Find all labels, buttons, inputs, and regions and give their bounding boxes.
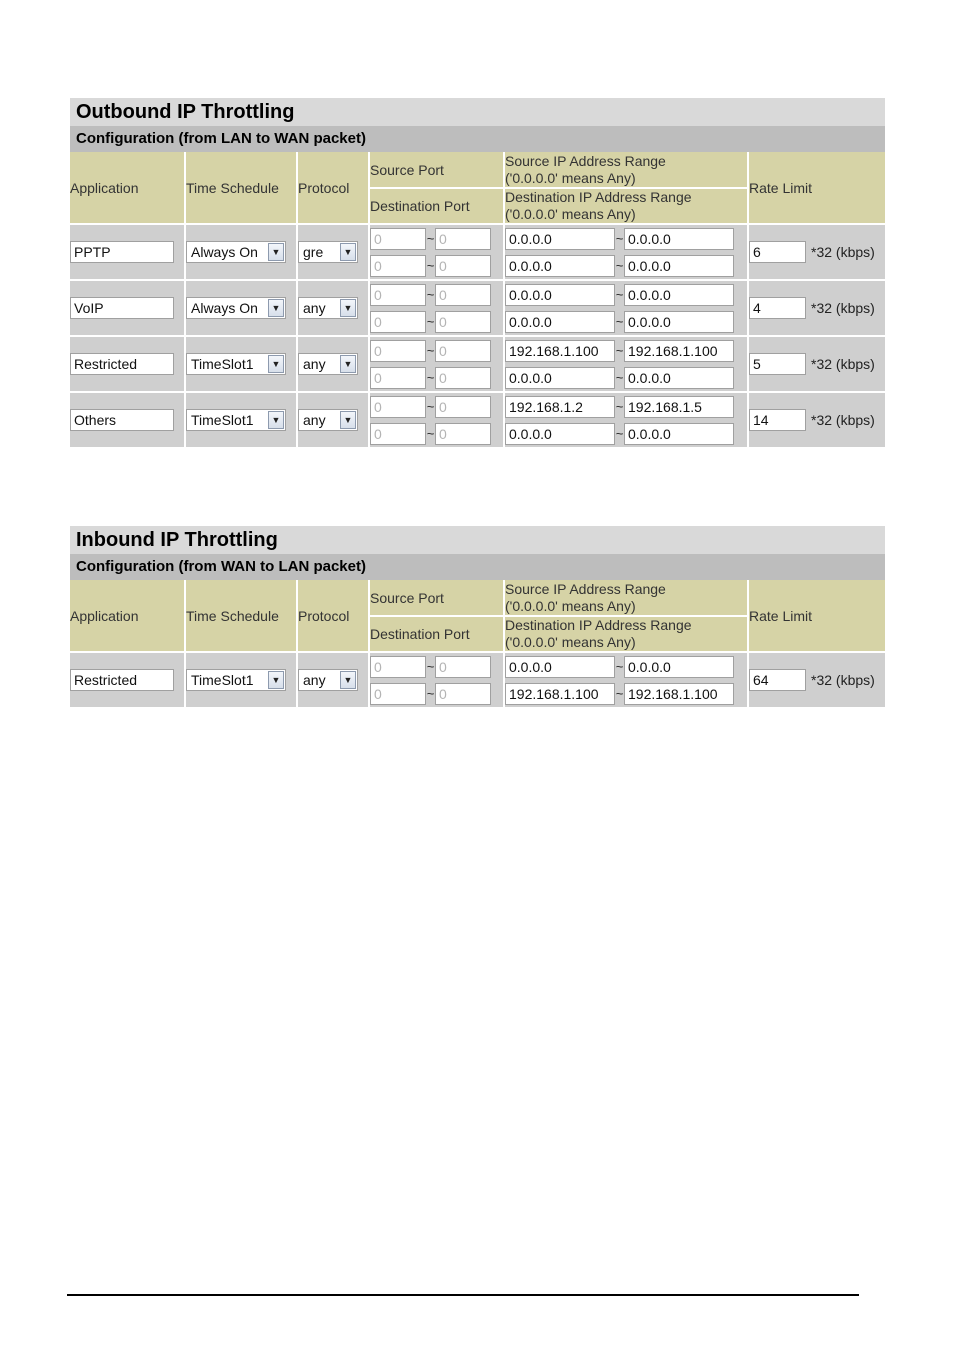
protocol-select-value: any bbox=[303, 356, 326, 372]
source-ip-to-input[interactable]: 0.0.0.0 bbox=[624, 284, 734, 306]
chevron-down-icon[interactable]: ▼ bbox=[340, 243, 356, 261]
header-protocol: Protocol bbox=[297, 152, 369, 224]
range-pair bbox=[505, 420, 747, 447]
rate-limit-group bbox=[749, 669, 885, 691]
schedule-cell bbox=[185, 224, 297, 280]
page-footer-rule bbox=[67, 1294, 859, 1296]
source-port-to-input[interactable]: 0 bbox=[435, 284, 491, 306]
header-source-ip-range bbox=[504, 580, 748, 616]
header-source-ip-label: Source IP Address Range bbox=[505, 152, 666, 169]
range-separator: ~ bbox=[426, 399, 435, 414]
range-pair bbox=[370, 680, 503, 707]
source-ip-from-input[interactable]: 192.168.1.2 bbox=[505, 396, 615, 418]
range-separator: ~ bbox=[426, 314, 435, 329]
range-separator: ~ bbox=[426, 343, 435, 358]
application-cell bbox=[70, 336, 185, 392]
chevron-down-icon[interactable]: ▼ bbox=[268, 243, 284, 261]
protocol-select-value: any bbox=[303, 672, 326, 688]
range-pair bbox=[370, 281, 503, 308]
chevron-down-icon[interactable]: ▼ bbox=[268, 355, 284, 373]
range-separator: ~ bbox=[615, 314, 624, 329]
range-separator: ~ bbox=[615, 659, 624, 674]
destination-port-to-input[interactable]: 0 bbox=[435, 367, 491, 389]
destination-port-from-input[interactable]: 0 bbox=[370, 255, 426, 277]
range-pair bbox=[370, 653, 503, 680]
destination-ip-from-input[interactable]: 192.168.1.100 bbox=[505, 683, 615, 705]
header-application: Application bbox=[70, 580, 185, 652]
table-row bbox=[70, 280, 885, 336]
source-port-to-input[interactable]: 0 bbox=[435, 228, 491, 250]
table-row bbox=[70, 652, 885, 708]
source-port-to-input[interactable]: 0 bbox=[435, 656, 491, 678]
table-row bbox=[70, 392, 885, 448]
inbound-title: Inbound IP Throttling bbox=[70, 526, 885, 554]
chevron-down-icon[interactable]: ▼ bbox=[268, 671, 284, 689]
rate-limit-group bbox=[749, 409, 885, 431]
destination-port-to-input[interactable]: 0 bbox=[435, 683, 491, 705]
range-separator: ~ bbox=[615, 370, 624, 385]
ip-range-cell bbox=[504, 280, 748, 336]
port-cell bbox=[369, 224, 504, 280]
header-time-schedule: Time Schedule bbox=[185, 580, 297, 652]
protocol-cell bbox=[297, 280, 369, 336]
table-row bbox=[70, 336, 885, 392]
destination-ip-from-input[interactable]: 0.0.0.0 bbox=[505, 255, 615, 277]
schedule-cell bbox=[185, 336, 297, 392]
range-pair bbox=[505, 281, 747, 308]
range-pair bbox=[370, 252, 503, 279]
time-schedule-select-value: TimeSlot1 bbox=[191, 356, 254, 372]
time-schedule-select-value: TimeSlot1 bbox=[191, 672, 254, 688]
header-destination-ip-range bbox=[504, 188, 748, 224]
destination-port-from-input[interactable]: 0 bbox=[370, 311, 426, 333]
header-source-ip-label: Source IP Address Range bbox=[505, 580, 666, 597]
header-destination-ip-note: ('0.0.0.0' means Any) bbox=[505, 634, 636, 650]
chevron-down-icon[interactable]: ▼ bbox=[340, 299, 356, 317]
time-schedule-select[interactable] bbox=[186, 241, 286, 263]
destination-port-to-input[interactable]: 0 bbox=[435, 423, 491, 445]
destination-ip-to-input[interactable]: 0.0.0.0 bbox=[624, 255, 734, 277]
range-pair bbox=[370, 337, 503, 364]
source-ip-from-input[interactable]: 0.0.0.0 bbox=[505, 228, 615, 250]
time-schedule-select[interactable] bbox=[186, 669, 286, 691]
outbound-panel bbox=[70, 98, 885, 449]
rate-limit-group bbox=[749, 353, 885, 375]
schedule-cell bbox=[185, 652, 297, 708]
chevron-down-icon[interactable]: ▼ bbox=[268, 411, 284, 429]
source-port-from-input[interactable]: 0 bbox=[370, 340, 426, 362]
range-separator: ~ bbox=[426, 426, 435, 441]
range-separator: ~ bbox=[426, 287, 435, 302]
rate-unit-label: *32 (kbps) bbox=[811, 672, 875, 688]
destination-ip-to-input[interactable]: 0.0.0.0 bbox=[624, 367, 734, 389]
header-destination-ip-label: Destination IP Address Range bbox=[505, 617, 692, 633]
header-time-schedule: Time Schedule bbox=[185, 152, 297, 224]
range-pair bbox=[370, 308, 503, 335]
time-schedule-select[interactable] bbox=[186, 353, 286, 375]
header-protocol: Protocol bbox=[297, 580, 369, 652]
rate-unit-label: *32 (kbps) bbox=[811, 244, 875, 260]
destination-port-from-input[interactable]: 0 bbox=[370, 683, 426, 705]
time-schedule-select[interactable] bbox=[186, 297, 286, 319]
protocol-cell bbox=[297, 224, 369, 280]
range-separator: ~ bbox=[615, 343, 624, 358]
range-separator: ~ bbox=[426, 370, 435, 385]
time-schedule-select-value: Always On bbox=[191, 244, 258, 260]
range-separator: ~ bbox=[615, 399, 624, 414]
range-separator: ~ bbox=[615, 426, 624, 441]
destination-port-from-input[interactable]: 0 bbox=[370, 423, 426, 445]
range-pair bbox=[505, 653, 747, 680]
application-name-input[interactable]: Others bbox=[70, 409, 174, 431]
source-ip-from-input[interactable]: 0.0.0.0 bbox=[505, 284, 615, 306]
rate-unit-label: *32 (kbps) bbox=[811, 412, 875, 428]
application-name-input[interactable]: Restricted bbox=[70, 669, 174, 691]
protocol-cell bbox=[297, 652, 369, 708]
protocol-select-value: gre bbox=[303, 244, 324, 260]
rate-cell bbox=[748, 336, 885, 392]
inbound-subtitle: Configuration (from WAN to LAN packet) bbox=[70, 554, 885, 580]
range-separator: ~ bbox=[615, 231, 624, 246]
header-destination-ip-note: ('0.0.0.0' means Any) bbox=[505, 206, 636, 222]
rate-limit-input[interactable]: 64 bbox=[749, 669, 806, 691]
rate-limit-input[interactable]: 5 bbox=[749, 353, 806, 375]
header-source-port: Source Port bbox=[369, 152, 504, 188]
outbound-table bbox=[70, 152, 885, 449]
destination-ip-from-input[interactable]: 0.0.0.0 bbox=[505, 367, 615, 389]
header-destination-port: Destination Port bbox=[369, 616, 504, 652]
range-pair bbox=[505, 393, 747, 420]
range-separator: ~ bbox=[615, 686, 624, 701]
application-name-input[interactable]: Restricted bbox=[70, 353, 174, 375]
destination-port-to-input[interactable]: 0 bbox=[435, 255, 491, 277]
range-pair bbox=[505, 252, 747, 279]
schedule-cell bbox=[185, 280, 297, 336]
chevron-down-icon[interactable]: ▼ bbox=[340, 411, 356, 429]
schedule-cell bbox=[185, 392, 297, 448]
protocol-select-value: any bbox=[303, 300, 326, 316]
chevron-down-icon[interactable]: ▼ bbox=[340, 355, 356, 373]
chevron-down-icon[interactable]: ▼ bbox=[340, 671, 356, 689]
header-rate-limit: Rate Limit bbox=[748, 152, 885, 224]
application-cell bbox=[70, 224, 185, 280]
range-pair bbox=[505, 225, 747, 252]
protocol-select[interactable] bbox=[298, 241, 358, 263]
inbound-table bbox=[70, 580, 885, 709]
source-ip-from-input[interactable]: 192.168.1.100 bbox=[505, 340, 615, 362]
range-separator: ~ bbox=[615, 258, 624, 273]
time-schedule-select[interactable] bbox=[186, 409, 286, 431]
application-name-input[interactable]: PPTP bbox=[70, 241, 174, 263]
range-pair bbox=[505, 364, 747, 391]
source-port-from-input[interactable]: 0 bbox=[370, 656, 426, 678]
protocol-select[interactable] bbox=[298, 669, 358, 691]
chevron-down-icon[interactable]: ▼ bbox=[268, 299, 284, 317]
rate-limit-group bbox=[749, 241, 885, 263]
range-separator: ~ bbox=[426, 659, 435, 674]
header-destination-ip-range bbox=[504, 616, 748, 652]
inbound-panel bbox=[70, 526, 885, 709]
time-schedule-select-value: Always On bbox=[191, 300, 258, 316]
header-source-ip-note: ('0.0.0.0' means Any) bbox=[505, 169, 636, 186]
source-port-to-input[interactable]: 0 bbox=[435, 396, 491, 418]
port-cell bbox=[369, 392, 504, 448]
destination-ip-to-input[interactable]: 0.0.0.0 bbox=[624, 423, 734, 445]
range-pair bbox=[505, 337, 747, 364]
header-source-ip-range bbox=[504, 152, 748, 188]
range-pair bbox=[370, 420, 503, 447]
rate-unit-label: *32 (kbps) bbox=[811, 300, 875, 316]
source-ip-to-input[interactable]: 192.168.1.5 bbox=[624, 396, 734, 418]
ip-range-cell bbox=[504, 392, 748, 448]
rate-limit-group bbox=[749, 297, 885, 319]
range-pair bbox=[370, 225, 503, 252]
protocol-select[interactable] bbox=[298, 353, 358, 375]
protocol-cell bbox=[297, 336, 369, 392]
range-separator: ~ bbox=[426, 258, 435, 273]
destination-ip-to-input[interactable]: 0.0.0.0 bbox=[624, 311, 734, 333]
destination-ip-from-input[interactable]: 0.0.0.0 bbox=[505, 311, 615, 333]
range-separator: ~ bbox=[615, 287, 624, 302]
header-row bbox=[70, 152, 885, 188]
ip-range-cell bbox=[504, 336, 748, 392]
range-pair bbox=[505, 308, 747, 335]
application-cell bbox=[70, 392, 185, 448]
header-rate-limit: Rate Limit bbox=[748, 580, 885, 652]
header-source-ip-note: ('0.0.0.0' means Any) bbox=[505, 597, 636, 614]
outbound-subtitle: Configuration (from LAN to WAN packet) bbox=[70, 126, 885, 152]
application-name-input[interactable]: VoIP bbox=[70, 297, 174, 319]
source-ip-to-input[interactable]: 0.0.0.0 bbox=[624, 228, 734, 250]
rate-limit-input[interactable]: 4 bbox=[749, 297, 806, 319]
protocol-select-value: any bbox=[303, 412, 326, 428]
port-cell bbox=[369, 336, 504, 392]
time-schedule-select-value: TimeSlot1 bbox=[191, 412, 254, 428]
header-destination-ip-label: Destination IP Address Range bbox=[505, 189, 692, 205]
source-ip-to-input[interactable]: 0.0.0.0 bbox=[624, 656, 734, 678]
protocol-cell bbox=[297, 392, 369, 448]
port-cell bbox=[369, 652, 504, 708]
outbound-title: Outbound IP Throttling bbox=[70, 98, 885, 126]
destination-ip-from-input[interactable]: 0.0.0.0 bbox=[505, 423, 615, 445]
table-row bbox=[70, 224, 885, 280]
port-cell bbox=[369, 280, 504, 336]
source-port-from-input[interactable]: 0 bbox=[370, 396, 426, 418]
rate-limit-input[interactable]: 6 bbox=[749, 241, 806, 263]
ip-range-cell bbox=[504, 652, 748, 708]
application-cell bbox=[70, 280, 185, 336]
rate-unit-label: *32 (kbps) bbox=[811, 356, 875, 372]
header-destination-port: Destination Port bbox=[369, 188, 504, 224]
source-port-from-input[interactable]: 0 bbox=[370, 228, 426, 250]
source-port-from-input[interactable]: 0 bbox=[370, 284, 426, 306]
range-separator: ~ bbox=[426, 686, 435, 701]
source-port-to-input[interactable]: 0 bbox=[435, 340, 491, 362]
protocol-select[interactable] bbox=[298, 409, 358, 431]
destination-ip-to-input[interactable]: 192.168.1.100 bbox=[624, 683, 734, 705]
rate-cell bbox=[748, 224, 885, 280]
range-pair bbox=[370, 393, 503, 420]
application-cell bbox=[70, 652, 185, 708]
protocol-select[interactable] bbox=[298, 297, 358, 319]
range-pair bbox=[370, 364, 503, 391]
header-row bbox=[70, 580, 885, 616]
rate-cell bbox=[748, 280, 885, 336]
rate-limit-input[interactable]: 14 bbox=[749, 409, 806, 431]
rate-cell bbox=[748, 392, 885, 448]
rate-cell bbox=[748, 652, 885, 708]
header-application: Application bbox=[70, 152, 185, 224]
source-ip-to-input[interactable]: 192.168.1.100 bbox=[624, 340, 734, 362]
destination-port-from-input[interactable]: 0 bbox=[370, 367, 426, 389]
range-pair bbox=[505, 680, 747, 707]
destination-port-to-input[interactable]: 0 bbox=[435, 311, 491, 333]
header-source-port: Source Port bbox=[369, 580, 504, 616]
source-ip-from-input[interactable]: 0.0.0.0 bbox=[505, 656, 615, 678]
range-separator: ~ bbox=[426, 231, 435, 246]
ip-range-cell bbox=[504, 224, 748, 280]
